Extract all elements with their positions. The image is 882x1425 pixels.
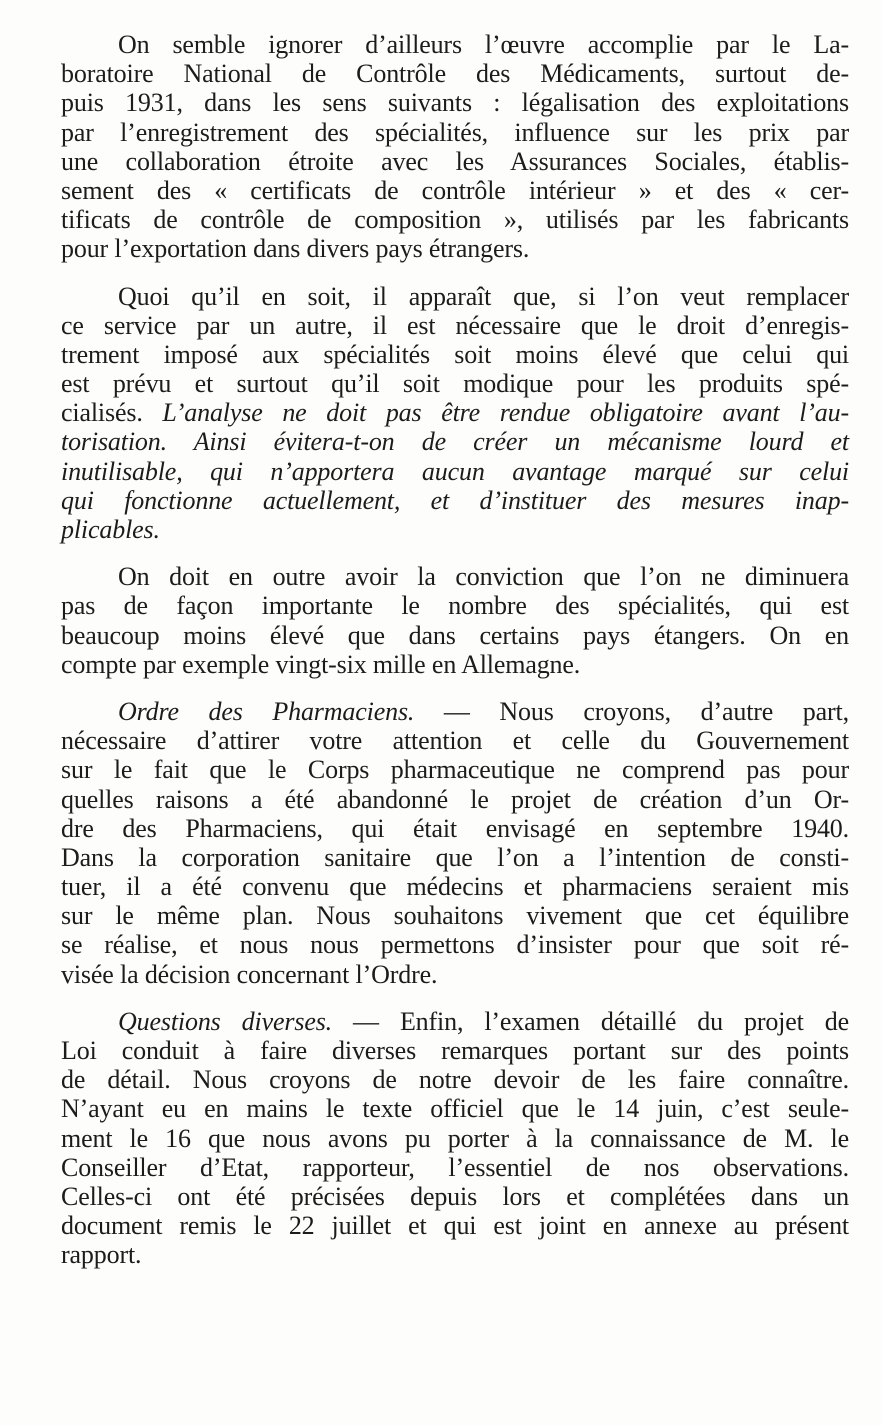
text-line xyxy=(61,457,849,486)
italic-text-run: qui fonctionne actuellement, et d’instituer des mesures inap- xyxy=(61,485,849,515)
text-run: ce service par un autre, il est nécessaire que le droit d’enregis- xyxy=(61,310,849,340)
text-run: par l’enregistrement des spécialités, influence sur les prix par xyxy=(61,117,849,147)
text-line xyxy=(61,1211,849,1240)
text-line xyxy=(61,88,849,117)
paragraph-laboratoire xyxy=(61,30,849,264)
text-line xyxy=(61,1182,849,1211)
text-line xyxy=(61,118,849,147)
text-run: quelles raisons a été abandonné le projet de création d’un Or- xyxy=(61,784,849,814)
text-run: trement imposé aux spécialités soit moins élevé que celui qui xyxy=(61,339,849,369)
text-run: Quoi qu’il en soit, il apparaît que, si l’on veut remplacer xyxy=(118,281,849,311)
paragraph-nombre-specialites xyxy=(61,562,849,679)
text-run: de détail. Nous croyons de notre devoir de les faire connaître. xyxy=(61,1065,849,1095)
text-line xyxy=(61,814,849,843)
text-line xyxy=(61,311,849,340)
text-run: document remis le 22 juillet et qui est joint en annexe au présent xyxy=(61,1211,849,1241)
text-run: Dans la corporation sanitaire que l’on a l’intention de consti- xyxy=(61,842,849,872)
text-line xyxy=(61,340,849,369)
text-run: visée la décision concernant l’Ordre. xyxy=(61,959,438,989)
text-run: dre des Pharmaciens, qui était envisagé en septembre 1940. xyxy=(61,813,849,843)
text-line xyxy=(61,59,849,88)
text-run: puis 1931, dans les sens suivants : légalisation des exploitations xyxy=(61,88,849,118)
text-line xyxy=(61,369,849,398)
text-run: Conseiller d’Etat, rapporteur, l’essentiel de nos observations. xyxy=(61,1152,849,1182)
italic-text-run: inutilisable, qui n’apportera aucun avantage marqué sur celui xyxy=(61,456,849,486)
document-page xyxy=(61,30,849,1270)
text-line xyxy=(61,1124,849,1153)
text-run: rapport. xyxy=(61,1240,142,1270)
text-line xyxy=(61,427,849,456)
text-run: — Enfin, l’examen détaillé du projet de xyxy=(332,1006,849,1036)
text-run: est prévu et surtout qu’il soit modique pour les produits spé- xyxy=(61,369,849,399)
text-line xyxy=(61,1153,849,1182)
text-line xyxy=(61,398,849,427)
text-run: nécessaire d’attirer votre attention et celle du Gouvernement xyxy=(61,726,849,756)
italic-text-run: L’analyse ne doit pas être rendue obligatoire avant l’au- xyxy=(162,398,849,428)
italic-text-run: torisation. Ainsi évitera-t-on de créer un mécanisme lourd et xyxy=(61,427,849,457)
text-line xyxy=(61,1065,849,1094)
text-line xyxy=(61,843,849,872)
text-line xyxy=(61,486,849,515)
paragraph-ordre-pharmaciens xyxy=(61,697,849,989)
text-run: — Nous croyons, d’autre part, xyxy=(414,696,849,726)
text-run: cialisés. xyxy=(61,398,163,428)
italic-text-run: Ordre des Pharmaciens. xyxy=(118,696,415,726)
text-run: beaucoup moins élevé que dans certains pays étangers. On en xyxy=(61,620,849,650)
text-run: On doit en outre avoir la conviction que l’on ne diminuera xyxy=(118,562,849,592)
text-run: Celles-ci ont été précisées depuis lors et complétées dans un xyxy=(61,1181,849,1211)
text-line xyxy=(61,282,849,311)
text-line xyxy=(61,930,849,959)
text-line xyxy=(61,901,849,930)
text-run: N’ayant eu en mains le texte officiel que le 14 juin, c’est seule- xyxy=(61,1094,849,1124)
paragraph-remplacement-service xyxy=(61,282,849,545)
text-run: Loi conduit à faire diverses remarques portant sur des points xyxy=(61,1036,849,1065)
text-run: sur le fait que le Corps pharmaceutique ne comprend pas pour xyxy=(61,755,849,785)
text-line xyxy=(61,30,849,59)
text-line xyxy=(61,176,849,205)
text-run: tuer, il a été convenu que médecins et pharmaciens seraient mis xyxy=(61,872,849,902)
text-line xyxy=(61,591,849,620)
text-line xyxy=(61,1007,849,1036)
text-line xyxy=(61,650,849,679)
text-run: pas de façon importante le nombre des spécialités, qui est xyxy=(61,591,849,621)
text-run: sur le même plan. Nous souhaitons vivement que cet équilibre xyxy=(61,901,849,931)
italic-text-run: Questions diverses. xyxy=(118,1006,333,1036)
text-line xyxy=(61,726,849,755)
text-line xyxy=(61,1036,849,1065)
text-line xyxy=(61,755,849,784)
text-line xyxy=(61,960,849,989)
text-line xyxy=(61,1094,849,1123)
italic-text-run: plicables. xyxy=(61,515,160,544)
text-line xyxy=(61,515,849,544)
text-line xyxy=(61,872,849,901)
text-run: sement des « certificats de contrôle intérieur » et des « cer- xyxy=(61,175,849,205)
text-run: ment le 16 que nous avons pu porter à la connaissance de M. le xyxy=(61,1123,849,1153)
text-run: tificats de contrôle de composition », utilisés par les fabricants xyxy=(61,205,849,235)
text-line xyxy=(61,205,849,234)
text-run: boratoire National de Contrôle des Médicaments, surtout de- xyxy=(61,59,849,89)
text-line xyxy=(61,234,849,263)
paragraph-questions-diverses xyxy=(61,1007,849,1270)
text-line xyxy=(61,1240,849,1269)
text-line xyxy=(61,562,849,591)
text-line xyxy=(61,621,849,650)
text-run: compte par exemple vingt-six mille en Allemagne. xyxy=(61,649,581,679)
text-run: pour l’exportation dans divers pays étrangers. xyxy=(61,234,530,264)
text-line xyxy=(61,697,849,726)
text-run: se réalise, et nous nous permettons d’insister pour que soit ré- xyxy=(61,930,849,960)
text-line xyxy=(61,785,849,814)
text-run: une collaboration étroite avec les Assurances Sociales, établis- xyxy=(61,146,849,176)
text-line xyxy=(61,147,849,176)
text-run: On semble ignorer d’ailleurs l’œuvre accomplie par le La- xyxy=(118,30,849,59)
